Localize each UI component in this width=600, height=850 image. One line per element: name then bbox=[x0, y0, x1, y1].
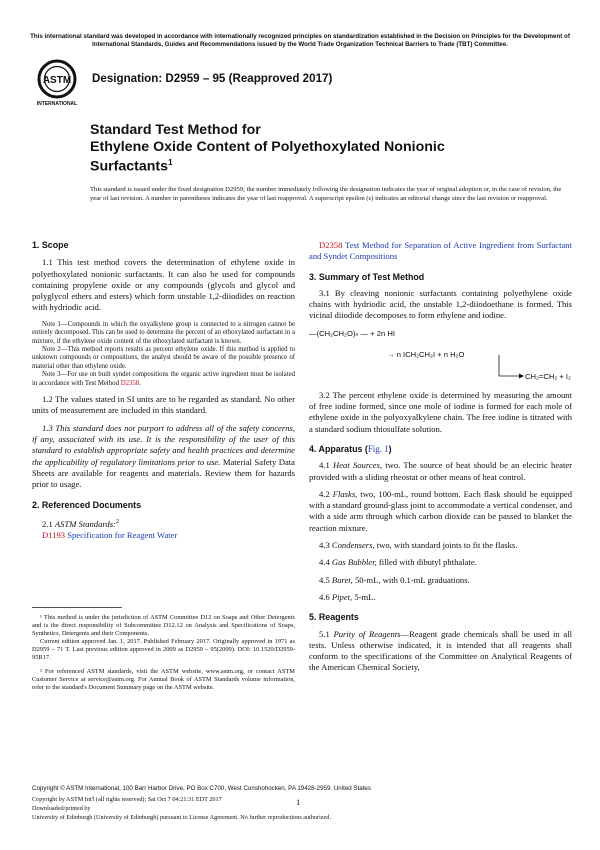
r51-rest: —Reagent grade chemicals shall be used in all tests. Unless otherwise indicated, it is intended that all reagents shall conform to the specifications of the Committee on Analytical Reagents of the American Chemical Society, bbox=[309, 628, 573, 673]
a46-label: 4.6 bbox=[319, 591, 332, 602]
r51-italic: Purity of Reagents bbox=[333, 628, 401, 639]
a46-italic: Pipet, bbox=[331, 591, 353, 602]
title-line-3: Surfactants bbox=[90, 158, 169, 175]
summary-heading: 3. Summary of Test Method bbox=[309, 271, 425, 282]
footnote-rule bbox=[32, 607, 122, 608]
footnote-1b: Current edition approved Jan. 1, 2017. Published February 2017. Originally approved in 1971 as D2959 – 71 T. Last previous edition approved in 2009 as D2959 – 95(2009). DOI: 10.1520/D2959-95R17. bbox=[32, 638, 295, 661]
a44-rest: filled with dibutyl phthalate. bbox=[376, 557, 477, 568]
reaction-equation bbox=[309, 328, 572, 386]
r51-label: 5.1 bbox=[319, 628, 334, 639]
note-3 bbox=[32, 371, 295, 388]
footer-copyright: Copyright © ASTM International, 100 Barr Harbor Drive, PO Box C700, West Conshohocken, PA 19428-2959. United States bbox=[32, 785, 371, 792]
right-column bbox=[309, 240, 572, 674]
equation-line-2: → n ICH₂CH₂I + n H₂O bbox=[387, 349, 465, 359]
note-2: Note 2—This method reports results as percent ethylene oxide. If this method is applied to unknown compounds or compositions, the analyst should be aware of the possible presence of material other than ethylene oxide. bbox=[32, 346, 295, 370]
d1193-link[interactable]: D1193 bbox=[42, 529, 66, 540]
d2358-link[interactable]: D2358 bbox=[319, 240, 343, 250]
apparatus-4-5 bbox=[309, 575, 572, 586]
a41-label: 4.1 bbox=[319, 460, 333, 471]
apparatus-heading-end: ) bbox=[388, 443, 392, 454]
ref-label: 2.1 bbox=[42, 518, 55, 529]
ref-sup: 2 bbox=[115, 518, 119, 525]
a45-label: 4.5 bbox=[319, 574, 332, 585]
apparatus-4-4 bbox=[309, 557, 572, 568]
equation-line-1: —(CH₂CH₂O)ₙ — + 2n HI bbox=[309, 328, 395, 338]
astm-logo-icon bbox=[34, 58, 80, 108]
reagents-5-1 bbox=[309, 629, 572, 674]
apparatus-heading bbox=[309, 444, 572, 455]
fig-1-link[interactable]: Fig. 1 bbox=[367, 443, 389, 454]
summary-3-1: 3.1 By cleaving nonionic surfactants containing polyethylene oxide chains with hydriodic acid, the unstable 1,2-diiodoethane is formed. This vicinal diiodide decomposes to form ethylene and iodine. bbox=[309, 287, 572, 321]
footer-university: University of Edinburgh (University of Edinburgh) pursuant to License Agreement. No further reproductions authorized. bbox=[32, 814, 331, 821]
reagents-heading: 5. Reagents bbox=[309, 612, 359, 623]
a45-italic: Buret, bbox=[331, 574, 353, 585]
page-number: 1 bbox=[296, 797, 301, 807]
a44-italic: Gas Bubbler, bbox=[331, 557, 377, 568]
referenced-2-1 bbox=[32, 517, 295, 530]
equation-line-3: CH₂=CH₂ + I₂ bbox=[525, 371, 571, 381]
scope-1-1: 1.1 This test method covers the determination of ethylene oxide in polyethoxylated nonionic surfactants. It can also be used for compounds containing propylene oxide or any compounds (glycols and glycol and polyglycol ethers and esters) which form unstable 1,2-diiodides on reaction with hydriodic acid. bbox=[32, 257, 295, 313]
ref-d2358 bbox=[309, 240, 572, 263]
astm-logo bbox=[34, 58, 80, 108]
logo-subtext: INTERNATIONAL bbox=[36, 101, 78, 107]
d2358-title-link[interactable]: Test Method for Separation of Active Ingredient from Surfactant and Syndet Compositions bbox=[309, 240, 572, 262]
scope-1-3 bbox=[32, 423, 295, 491]
note-1: Note 1—Compounds in which the oxyalkylene group is connected to a nitrogen cannot be entirely decomposed. This can be used to determine the percent of an ethoxylated surfactant in a mixture, if the ethylene oxide content of the ethoxylated surfactant is known. bbox=[32, 320, 295, 345]
ref-d1193 bbox=[32, 530, 295, 541]
title-line-2: Ethylene Oxide Content of Polyethoxylated Nonionic bbox=[90, 138, 445, 155]
scope-1-3-rest: Material Safety Data Sheets are available for reagents and materials. Review them for hazards prior to usage. bbox=[32, 456, 295, 490]
title-footnote-marker: 1 bbox=[168, 158, 173, 167]
a42-italic: Flasks, bbox=[332, 488, 358, 499]
footnote-2: ² For referenced ASTM standards, visit the ASTM website, www.astm.org, or contact ASTM Customer Service at service@astm.org. For Annual Book of ASTM Standards volume information, refer to the standard's Document Summary page on the ASTM website. bbox=[32, 668, 295, 691]
d1193-title-link[interactable]: Specification for Reagent Water bbox=[65, 529, 178, 540]
footer-licensed: Copyright by ASTM Int'l (all rights reserved); Sat Oct 7 04:21:31 EDT 2017 bbox=[32, 796, 222, 803]
scope-1-3-italic: 1.3 This standard does not purport to address all of the safety concerns, if any, associated with its use. It is the responsibility of the user of this standard to establish appropriate safety and health practices and determine the applicability of regulatory limitations prior to use. bbox=[32, 422, 295, 467]
note-3-link[interactable]: D2358 bbox=[120, 379, 140, 387]
logo-text: ASTM bbox=[42, 75, 72, 86]
international-notice: This international standard was developed in accordance with internationally recognized principles on standardization established in the Decision on Principles for the Development of International Standards, Guides and Recommendations issued by the World Trade Organization Technical Barriers to Trade (TBT) Committee. bbox=[30, 33, 570, 48]
designation: Designation: D2959 – 95 (Reapproved 2017) bbox=[92, 72, 333, 85]
ref-italic: ASTM Standards: bbox=[54, 518, 116, 529]
a43-rest: two, with standard joints to fit the flasks. bbox=[374, 540, 518, 551]
a45-rest: 50-mL, with 0.1-mL graduations. bbox=[352, 574, 470, 585]
referenced-heading: 2. Referenced Documents bbox=[32, 500, 142, 511]
left-column bbox=[32, 240, 295, 541]
title-line-1: Standard Test Method for bbox=[90, 122, 261, 138]
apparatus-4-3 bbox=[309, 540, 572, 551]
a41-italic: Heat Sources, bbox=[333, 460, 382, 471]
a41-rest: two. The source of heat should be an electric heater provided with a sliding rheostat or other means of heat control. bbox=[309, 460, 573, 482]
note-3-end: . bbox=[139, 379, 141, 387]
scope-1-2: 1.2 The values stated in SI units are to be regarded as standard. No other units of measurement are included in this standard. bbox=[32, 394, 295, 416]
a46-rest: 5-mL. bbox=[352, 591, 376, 602]
scope-heading: 1. Scope bbox=[32, 240, 69, 250]
summary-3-2: 3.2 The percent ethylene oxide is determined by measuring the amount of free iodine formed, since one mole of iodine is formed for each mole of ethylene oxide in the polyoxyalkylene chain. The free iodine is titrated with a standard sodium thiosulfate solution. bbox=[309, 389, 572, 434]
apparatus-4-2 bbox=[309, 489, 572, 534]
a42-label: 4.2 bbox=[319, 488, 333, 499]
a44-label: 4.4 bbox=[319, 557, 332, 568]
apparatus-4-6 bbox=[309, 592, 572, 603]
footnote-1: ¹ This method is under the jurisdiction of ASTM Committee D12 on Soaps and Other Detergents and is the direct responsibility of Subcommittee D12.12 on Analysis and Specifications of Soaps, Synthetics, Detergents and their Components. bbox=[32, 614, 295, 637]
apparatus-heading-text: 4. Apparatus ( bbox=[309, 443, 368, 454]
footnotes bbox=[32, 607, 295, 692]
note-3-text: Note 3—For use on built syndet compositions the organic active ingredient must be isolated in accordance with Test Method bbox=[32, 371, 295, 387]
footer-downloaded: Downloaded/printed by bbox=[32, 805, 91, 812]
page-title bbox=[90, 122, 445, 175]
a43-italic: Condensers, bbox=[331, 540, 375, 551]
apparatus-4-1 bbox=[309, 460, 572, 483]
a42-rest: two, 100-mL, round bottom. Each flask should be equipped with a standard ground-glass joint to accommodate a vertical condenser, and with a side arm through which carbon dioxide can be passed to blanket the reaction mixture. bbox=[309, 488, 573, 533]
a43-label: 4.3 bbox=[319, 540, 332, 551]
issued-note: This standard is issued under the fixed designation D2959; the number immediately following the designation indicates the year of original adoption or, in the case of revision, the year of last revision. A number in parentheses indicates the year of last reapproval. A superscript epsilon (ε) indicates an editorial change since the last revision or reapproval. bbox=[90, 186, 562, 202]
